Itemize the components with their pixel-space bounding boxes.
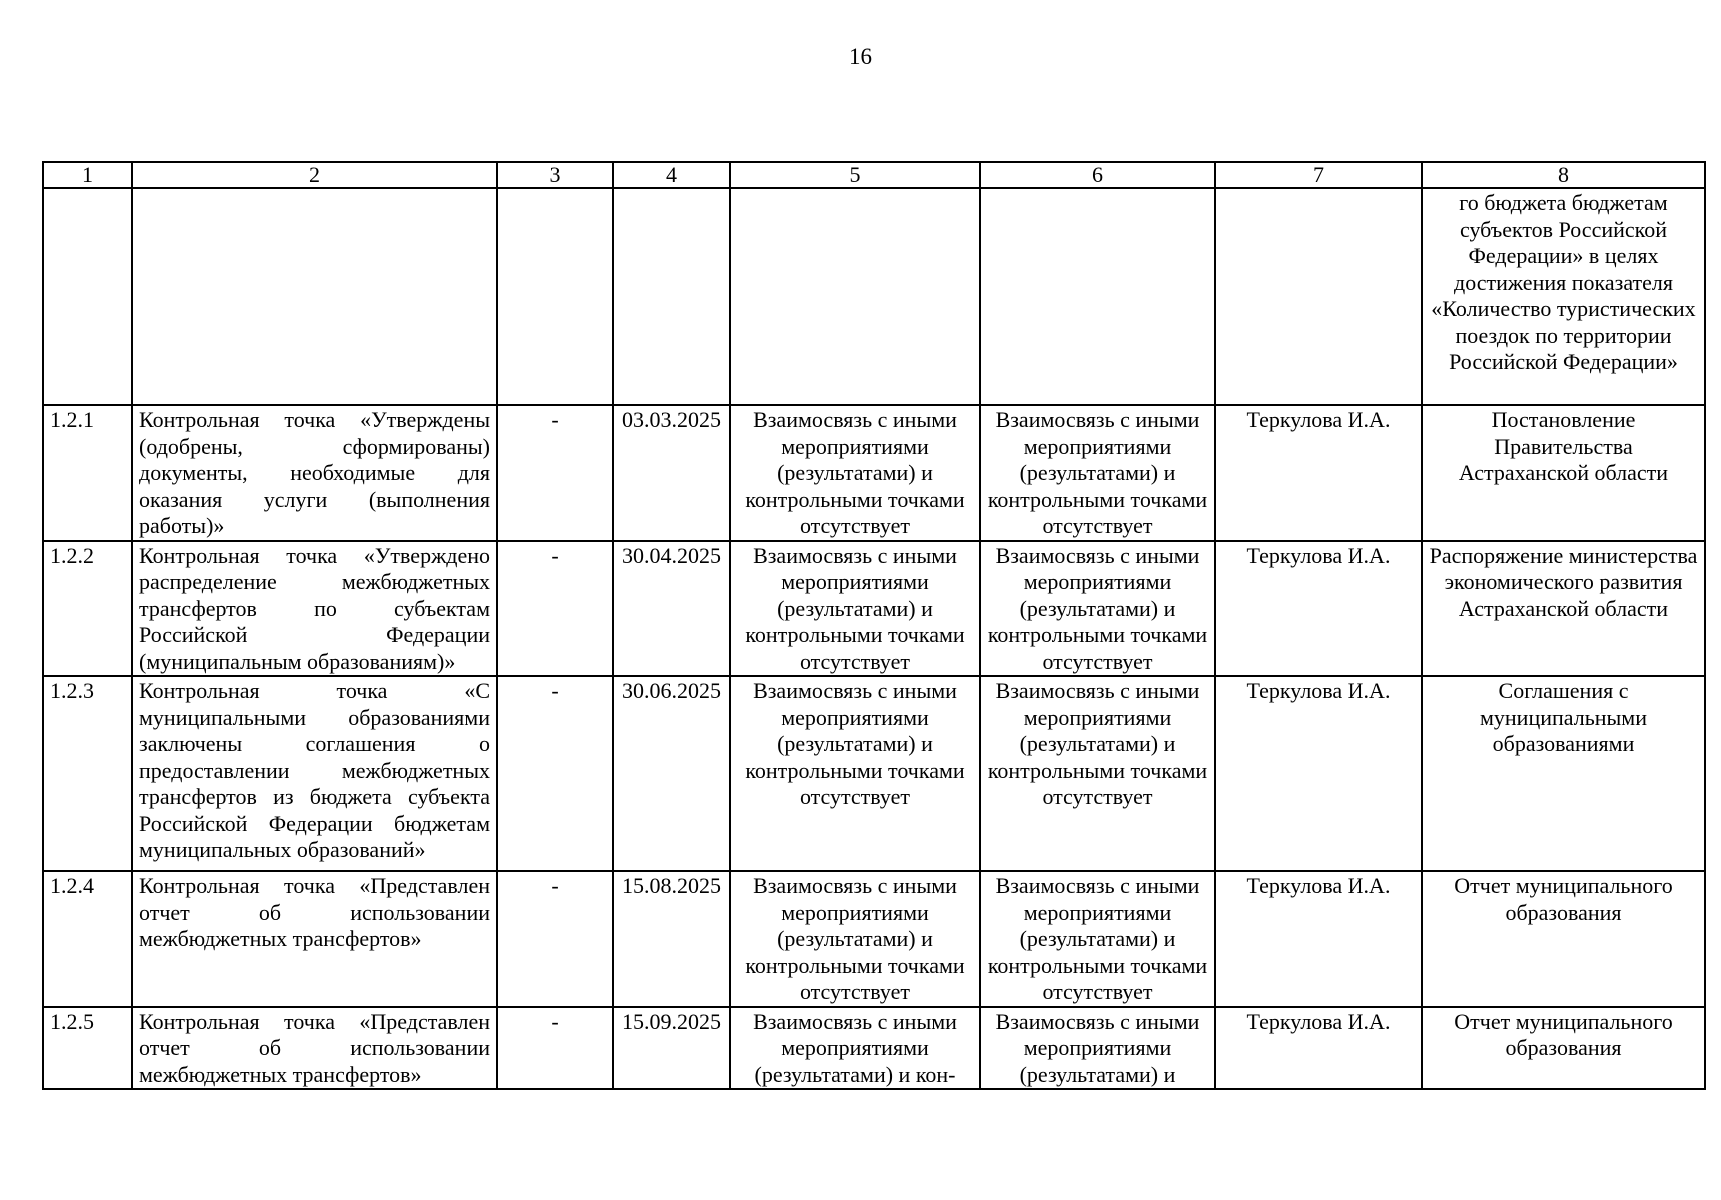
empty-cell [730, 188, 980, 405]
relation-cell: Взаимосвязь с иными мероприятиями (результатами) и контрольными точками отсутствует [980, 405, 1215, 541]
table-row [43, 1007, 1705, 1090]
relation-cell [980, 1007, 1215, 1090]
row-number: 1.2.1 [43, 405, 132, 541]
dash-cell: - [497, 405, 613, 541]
responsible-cell: Теркулова И.А. [1215, 1007, 1422, 1090]
column-header: 2 [132, 162, 497, 188]
column-header: 8 [1422, 162, 1705, 188]
column-header: 6 [980, 162, 1215, 188]
document-continuation: го бюджета бюджетам субъектов Российской Федерации» в целях достижения показателя «Количество туристических поездок по территории Российской Федерации» [1422, 188, 1705, 405]
responsible-cell: Теркулова И.А. [1215, 871, 1422, 1007]
dash-cell: - [497, 1007, 613, 1090]
column-header: 4 [613, 162, 730, 188]
relation-cell: Взаимосвязь с иными мероприятиями (результатами) и контрольными точками отсутствует [730, 541, 980, 677]
date-cell: 30.06.2025 [613, 676, 730, 871]
row-number: 1.2.4 [43, 871, 132, 1007]
relation-cell: Взаимосвязь с иными мероприятиями (результатами) и контрольными точками отсутствует [980, 676, 1215, 871]
responsible-cell: Теркулова И.А. [1215, 676, 1422, 871]
dash-cell: - [497, 541, 613, 677]
row-number: 1.2.2 [43, 541, 132, 677]
document-cell: Отчет муниципального образования [1422, 1007, 1705, 1090]
table-row [43, 871, 1705, 1007]
document-cell: Отчет муниципального образования [1422, 871, 1705, 1007]
row-number: 1.2.3 [43, 676, 132, 871]
date-cell: 15.08.2025 [613, 871, 730, 1007]
control-point-name: Контрольная точка «Утверждено распределение межбюджетных трансфертов по субъектам Российской Федерации (муниципальным образованиям)» [132, 541, 497, 677]
date-cell: 30.04.2025 [613, 541, 730, 677]
dash-cell: - [497, 676, 613, 871]
relation-text: Взаимосвязь с иными мероприятиями (результатами) и кон- [753, 1008, 957, 1087]
row-number: 1.2.5 [43, 1007, 132, 1090]
column-numbers-row [43, 162, 1705, 188]
dash-cell: - [497, 871, 613, 1007]
empty-cell [132, 188, 497, 405]
column-header: 1 [43, 162, 132, 188]
relation-cell: Взаимосвязь с иными мероприятиями (результатами) и контрольными точками отсутствует [730, 871, 980, 1007]
control-point-name: Контрольная точка «Утверждены (одобрены, сформированы) документы, необходимые для оказания услуги (выполнения работы)» [132, 405, 497, 541]
column-header: 3 [497, 162, 613, 188]
column-header: 5 [730, 162, 980, 188]
empty-cell [43, 188, 132, 405]
control-point-name: Контрольная точка «Представлен отчет об использовании межбюджетных трансфертов» [132, 1007, 497, 1090]
empty-cell [613, 188, 730, 405]
relation-cell: Взаимосвязь с иными мероприятиями (результатами) и контрольными точками отсутствует [730, 405, 980, 541]
page-number: 16 [849, 44, 872, 69]
relation-cell: Взаимосвязь с иными мероприятиями (результатами) и контрольными точками отсутствует [980, 541, 1215, 677]
document-cell: Соглашения с муниципальными образованиями [1422, 676, 1705, 871]
empty-cell [497, 188, 613, 405]
date-cell: 15.09.2025 [613, 1007, 730, 1090]
table-row [43, 541, 1705, 677]
control-points-table [42, 161, 1706, 1090]
document-cell: Постановление Правительства Астраханской области [1422, 405, 1705, 541]
empty-cell [980, 188, 1215, 405]
empty-cell [1215, 188, 1422, 405]
table-row [43, 676, 1705, 871]
document-cell: Распоряжение министерства экономического развития Астраханской области [1422, 541, 1705, 677]
date-cell: 03.03.2025 [613, 405, 730, 541]
table-row [43, 405, 1705, 541]
relation-cell: Взаимосвязь с иными мероприятиями (результатами) и контрольными точками отсутствует [980, 871, 1215, 1007]
relation-cell: Взаимосвязь с иными мероприятиями (результатами) и контрольными точками отсутствует [730, 676, 980, 871]
control-point-name: Контрольная точка «С муниципальными образованиями заключены соглашения о предоставлении межбюджетных трансфертов из бюджета субъекта Российской Федерации бюджетам муниципальных образований» [132, 676, 497, 871]
continuation-row [43, 188, 1705, 405]
control-point-name: Контрольная точка «Представлен отчет об использовании межбюджетных трансфертов» [132, 871, 497, 1007]
relation-text: Взаимосвязь с иными мероприятиями (результатами) и [995, 1008, 1200, 1087]
column-header: 7 [1215, 162, 1422, 188]
responsible-cell: Теркулова И.А. [1215, 541, 1422, 677]
relation-cell [730, 1007, 980, 1090]
responsible-cell: Теркулова И.А. [1215, 405, 1422, 541]
